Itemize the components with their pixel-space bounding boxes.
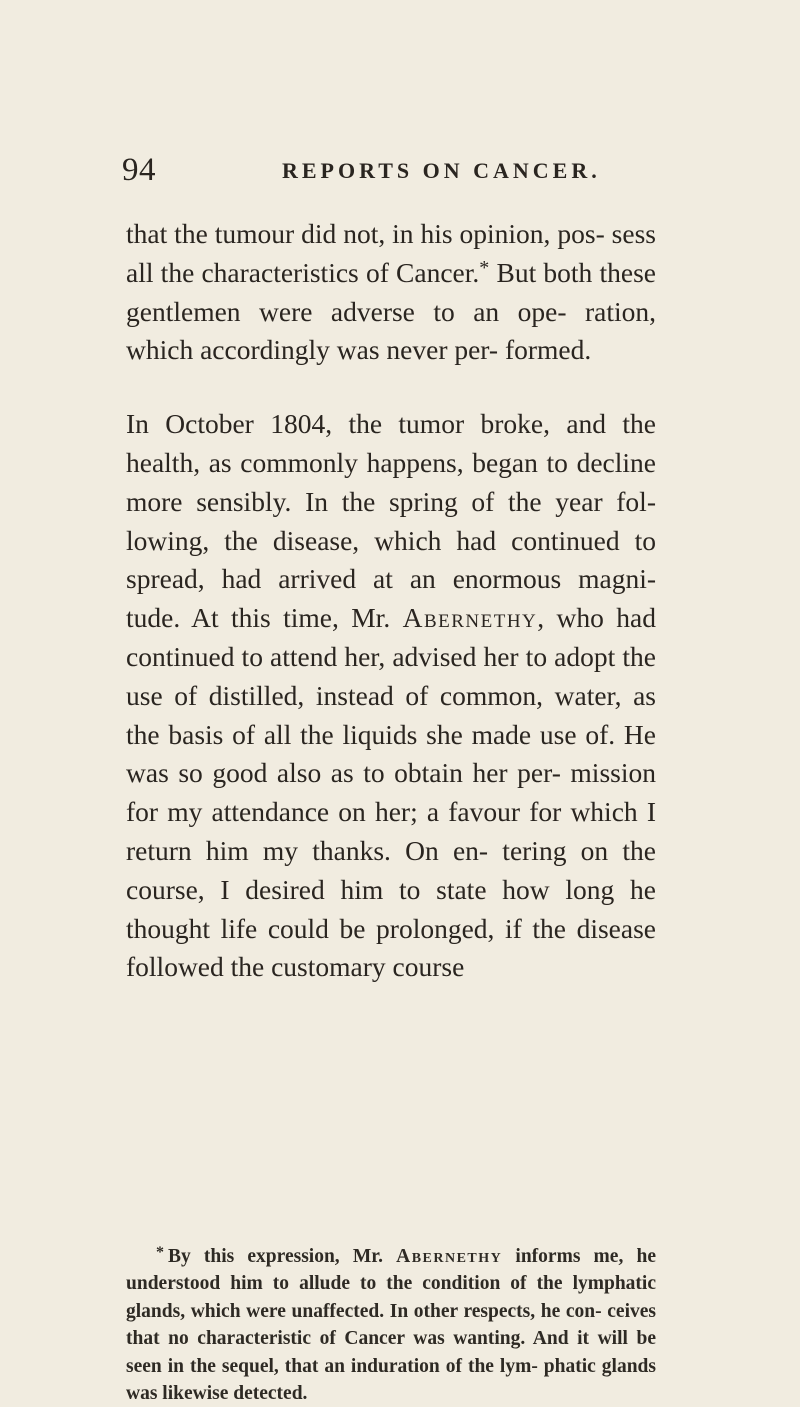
footnote-mark: *	[156, 1244, 164, 1261]
running-head	[122, 150, 642, 190]
footnote-reference: *	[479, 256, 490, 279]
paragraph-2-text-b: , who had continued to attend her, advised her to adopt the use of distilled, instead of common, water, as the basis of all the liquids she made use of. He was so good also as to obtain her per- mission for my attendance on her; a favour for which I return him my thanks. On en- tering on the course, I desired him to state how long he thought life could be prolonged, if the disease followed the customary course	[126, 602, 656, 983]
footnote	[126, 1243, 656, 1407]
footnote-text-b: informs me, he understood him to allude to the condition of the lymphatic glands, which were unaffected. In other respects, he con- ceives that no characteristic of Cancer was wanting. And it will be seen in the sequel, that an induration of the lym- phatic glands was likewise detected.	[126, 1246, 656, 1405]
footnote-person-name: Abernethy	[396, 1246, 503, 1267]
paragraph-1-text-a: that the tumour did not, in his opinion, pos- sess all the characteristics of Cancer.	[126, 218, 656, 288]
running-title: REPORTS ON CANCER.	[282, 158, 601, 183]
page-number: 94	[122, 152, 156, 188]
footnote-paragraph	[126, 1243, 656, 1407]
footnote-text-a: By this expression, Mr.	[168, 1246, 397, 1267]
paragraph-2-text-a: In October 1804, the tumor broke, and the health, as commonly happens, began to decline more sensibly. In the spring of the year fol- lowing, the disease, which had continued to spread, had arrived at an enormous magni- tude. At this time, Mr.	[126, 408, 656, 634]
paragraph-1-text-b: But both these gentlemen were adverse to an ope- ration, which accordingly was never per- formed.	[126, 256, 656, 366]
person-name-abernethy: Abernethy	[402, 602, 538, 634]
body-text	[126, 215, 656, 987]
paragraph-1	[126, 215, 656, 370]
paragraph-2	[126, 405, 656, 987]
